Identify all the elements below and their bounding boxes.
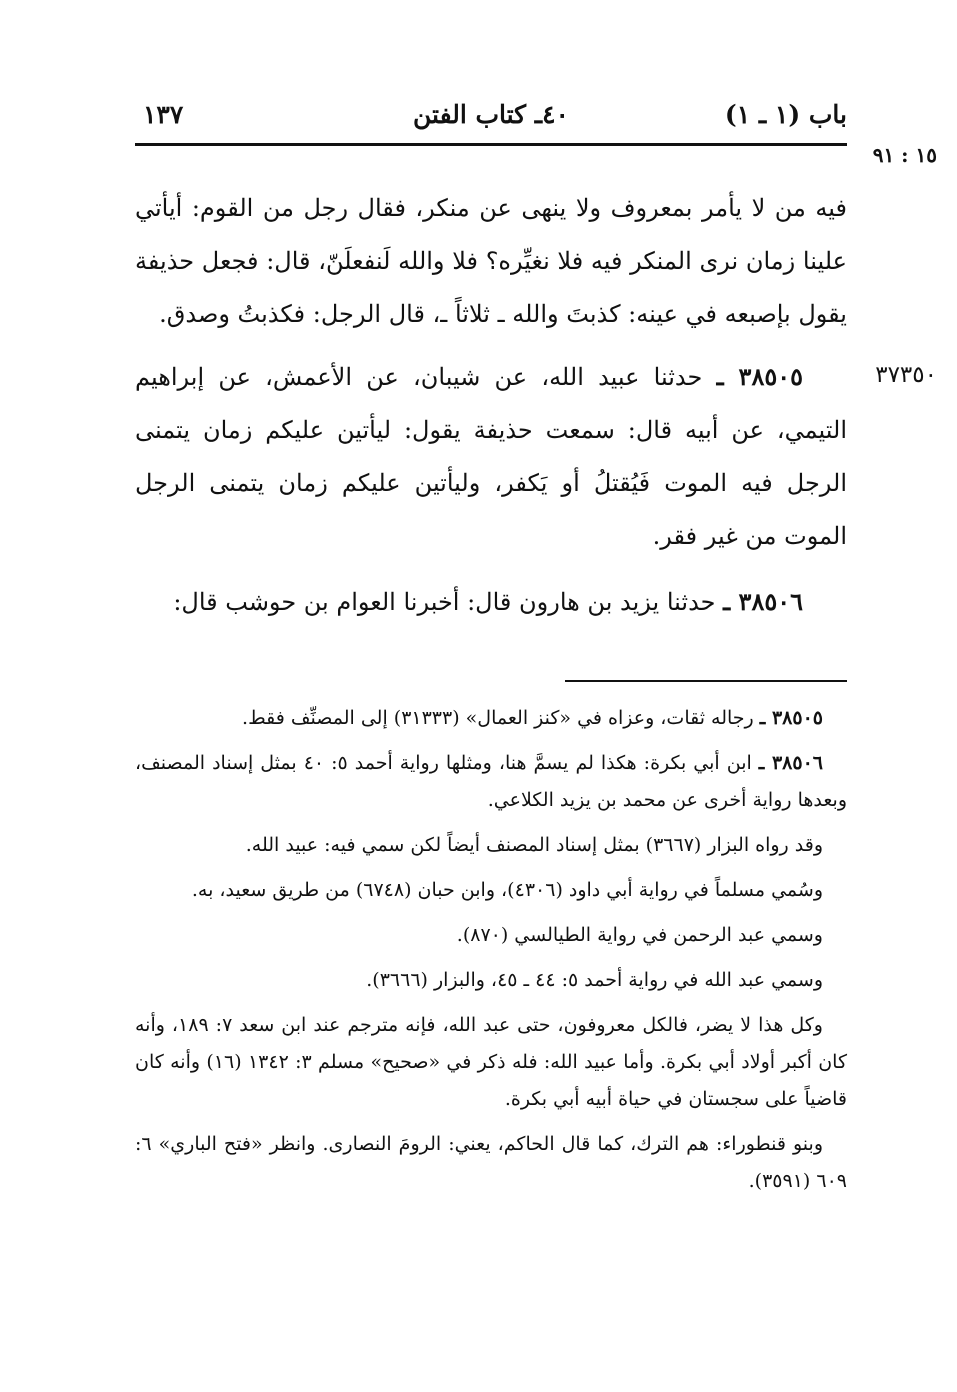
running-header [135, 100, 847, 142]
footnote: وسمي عبد الله في رواية أحمد ٥: ٤٤ ـ ٤٥، والبزار (٣٦٦٦). [366, 969, 823, 991]
page-number: ١٣٧ [143, 100, 184, 129]
margin-number: ٣٧٣٥٠ [875, 362, 937, 388]
hadith-text: حدثنا يزيد بن هارون قال: أخبرنا العوام بن حوشب قال: [173, 588, 716, 616]
footnote: ٣٨٥٠٥ ـ رجاله ثقات، وعزاه في «كنز العمال» (٣١٣٣٣) إلى المصنِّف فقط. [242, 707, 823, 729]
margin-volume-reference: ١٥ : ٩١ [872, 143, 937, 167]
chapter-title: باب (١ ـ ١) [724, 100, 847, 129]
footnote: ٣٨٥٠٦ ـ ابن أبي بكرة: هكذا لم يسمَّ هنا، ومثلها رواية أحمد ٥: ٤٠ بمثل إسناد المصنف، وبعدها رواية أخرى عن محمد بن يزيد الكلاعي. [135, 752, 847, 811]
footnote: وبنو قنطوراء: هم الترك، كما قال الحاكم، يعني: الرومَ النصارى. وانظر «فتح الباري» ٦: ٦٠٩ (٣٥٩١). [135, 1133, 847, 1192]
hadith-number: ٣٨٥٠٥ ـ [716, 362, 803, 391]
continuation-text: فيه من لا يأمر بمعروف ولا ينهى عن منكر، فقال رجل من القوم: أيأتي علينا زمان نرى المنكر فيه فلا نغيِّره؟ فلا والله لَنفعلَنّ، قال: فجعل حذيفة يقول بإصبعه في عينه: كذبتَ والله ـ ثلاثاً ـ، قال الرجل: فكذبتُ وصدق. [135, 194, 847, 328]
continuation-paragraph [135, 182, 847, 341]
hadith-number: ٣٨٥٠٦ ـ [723, 587, 803, 616]
hadith-38505 [135, 350, 847, 563]
footnote: وكل هذا لا يضر، فالكل معروفون، حتى عبد الله، فإنه مترجم عند ابن سعد ٧: ١٨٩، وأنه كان أكبر أولاد أبي بكرة. وأما عبيد الله: فله ذكر في «صحيح» مسلم ٣: ١٣٤٢ (١٦) وأنه كان قاضياً على سجستان في حياة أبيه أبي بكرة. [135, 1014, 847, 1110]
footnote-separator [565, 680, 847, 682]
hadith-text: حدثنا عبيد الله، عن شيبان، عن الأعمش، عن إبراهيم التيمي، عن أبيه قال: سمعت حذيفة يقول: ليأتين عليكم زمان يتمنى الرجل فيه الموت فَيُقتلُ أو يَكفر، وليأتين عليكم زمان يتمنى الرجل الموت من غير فقر. [135, 363, 847, 550]
book-title: ٤٠ـ كتاب الفتن [413, 100, 569, 129]
header-rule [135, 143, 847, 146]
hadith-38506 [135, 575, 847, 629]
footnote: وقد رواه البزار (٣٦٦٧) بمثل إسناد المصنف أيضاً لكن سمي فيه: عبيد الله. [245, 834, 823, 856]
footnote: وسُمي مسلماً في رواية أبي داود (٤٣٠٦)، وابن حبان (٦٧٤٨) من طريق سعيد، به. [191, 879, 823, 901]
footnote: وسمي عبد الرحمن في رواية الطيالسي (٨٧٠). [456, 924, 823, 946]
footnotes [135, 700, 847, 1208]
